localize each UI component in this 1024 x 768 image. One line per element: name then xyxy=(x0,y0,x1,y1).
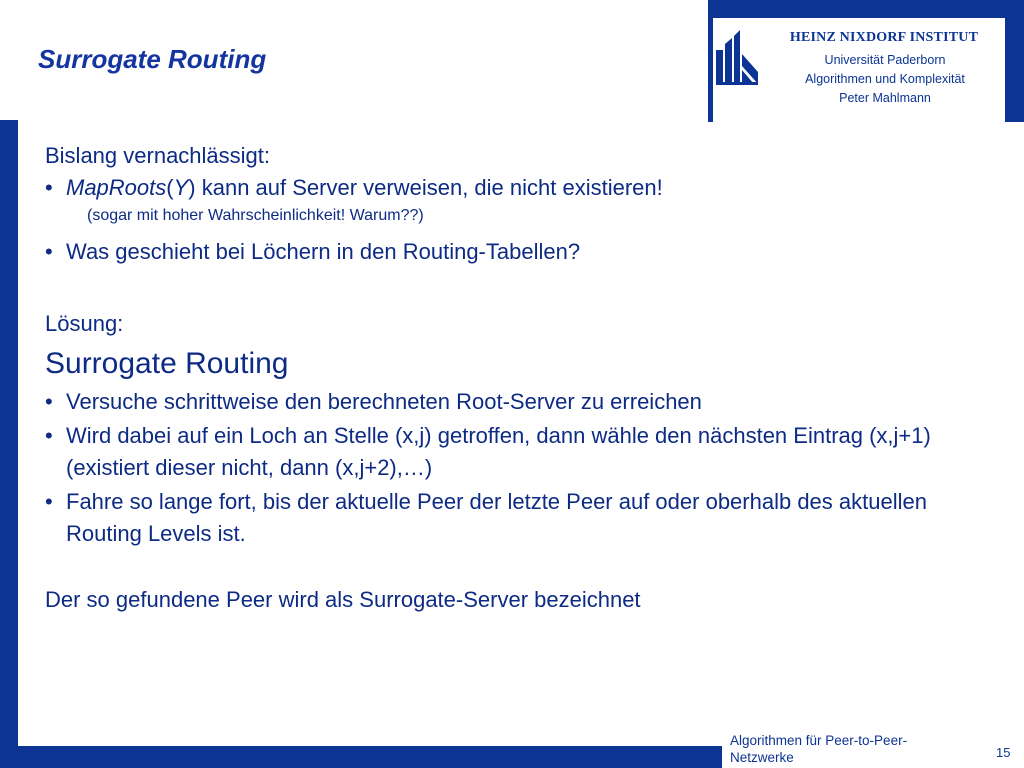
institute-university: Universität Paderborn xyxy=(824,53,946,67)
paren-open: ( xyxy=(166,175,174,200)
bottom-accent-bar xyxy=(0,746,722,768)
institute-author: Peter Mahlmann xyxy=(839,91,931,105)
intro-text: Bislang vernachlässigt: xyxy=(45,143,271,168)
y-variable: Y xyxy=(173,175,189,200)
conclusion-text: Der so gefundene Peer wird als Surrogate-Server bezeichnet xyxy=(45,587,641,612)
bullet-maproots xyxy=(45,172,1005,204)
slide-content xyxy=(45,140,1005,616)
left-accent-bar xyxy=(0,120,18,768)
list-item xyxy=(45,420,1005,484)
slide-title: Surrogate Routing xyxy=(38,44,267,74)
solution-label: Lösung: xyxy=(45,311,124,336)
list-item xyxy=(45,386,1005,418)
list-item xyxy=(45,486,1005,550)
footer-course-title: Algorithmen für Peer-to-Peer-Netzwerke xyxy=(730,733,908,765)
hni-logo-icon xyxy=(714,30,760,86)
institute-name: HEINZ NIXDORF INSTITUT xyxy=(789,30,979,45)
holes-text: Was geschieht bei Löchern in den Routing-Tabellen? xyxy=(66,239,581,264)
list-item-text: Fahre so lange fort, bis der aktuelle Peer der letzte Peer auf oder oberhalb des aktuellen Routing Levels ist. xyxy=(66,489,927,546)
page-number: 15 xyxy=(996,745,1011,760)
bullet-dot: • xyxy=(45,489,53,514)
section-heading: Surrogate Routing xyxy=(45,347,289,380)
bullet-dot: • xyxy=(45,423,53,448)
bullet-dot: • xyxy=(45,239,53,264)
maproots-note: (sogar mit hoher Wahrscheinlichkeit! Warum??) xyxy=(87,207,424,224)
bullet-holes xyxy=(45,236,1005,268)
list-item-text: Versuche schrittweise den berechneten Root-Server zu erreichen xyxy=(66,389,702,414)
bullet-dot: • xyxy=(45,389,53,414)
maproots-term: MapRoots xyxy=(66,175,167,200)
maproots-rest: ) kann auf Server verweisen, die nicht existieren! xyxy=(188,175,663,200)
institute-department: Algorithmen und Komplexität xyxy=(805,72,965,86)
list-item-text: Wird dabei auf ein Loch an Stelle (x,j) getroffen, dann wähle den nächsten Eintrag (x,j+1) (existiert dieser nicht, dann (x,j+2),…) xyxy=(66,423,931,480)
bullet-dot: • xyxy=(45,175,53,200)
